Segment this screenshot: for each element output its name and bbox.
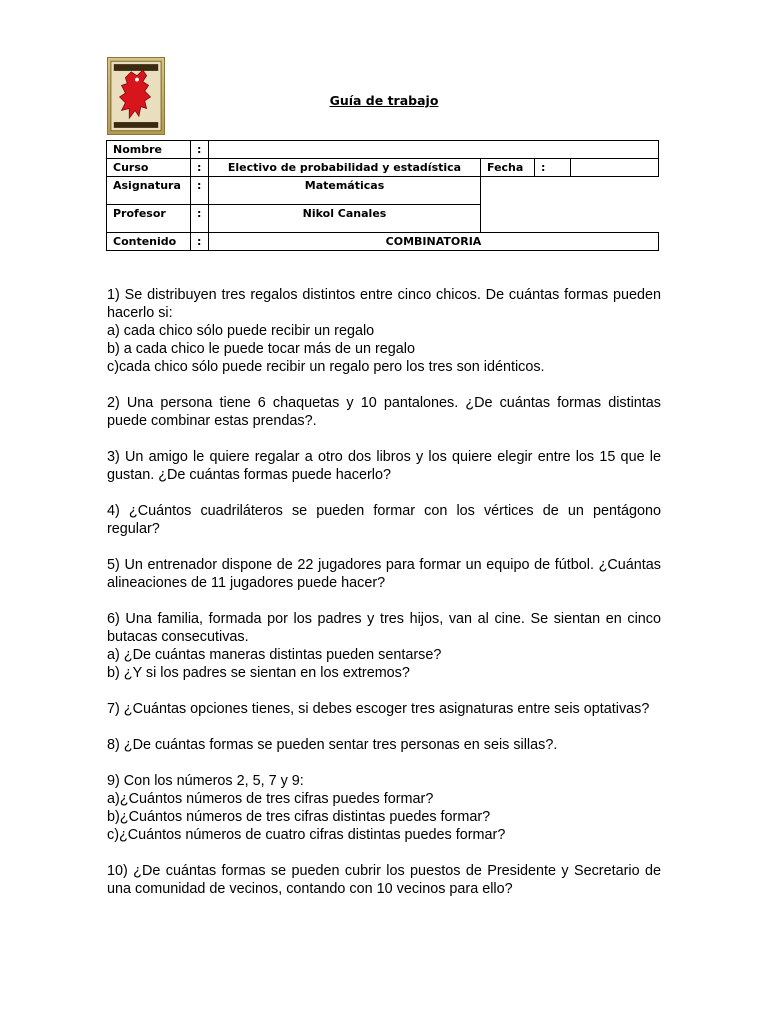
- asignatura-label: Asignatura: [107, 177, 191, 205]
- question-9-a: a)¿Cuántos números de tres cifras puedes formar?: [107, 791, 434, 807]
- contenido-row: [107, 233, 659, 251]
- question-9: [107, 772, 661, 844]
- fecha-label: Fecha: [481, 159, 535, 177]
- colon-separator: :: [535, 159, 571, 177]
- question-1-c: c)cada chico sólo puede recibir un regalo pero los tres son idénticos.: [107, 359, 545, 375]
- nombre-value-field[interactable]: [209, 141, 659, 159]
- curso-row: [107, 159, 659, 177]
- question-6-intro: 6) Una familia, formada por los padres y tres hijos, van al cine. Se sientan en cinco butacas consecutivas.: [107, 611, 661, 645]
- colon-separator: :: [191, 177, 209, 205]
- student-info-table: [106, 140, 659, 251]
- question-6-b: b) ¿Y si los padres se sientan en los extremos?: [107, 665, 410, 681]
- colon-separator: :: [191, 141, 209, 159]
- question-9-c: c)¿Cuántos números de cuatro cifras distintas puedes formar?: [107, 827, 506, 843]
- colon-separator: :: [191, 159, 209, 177]
- question-9-b: b)¿Cuántos números de tres cifras distintas puedes formar?: [107, 809, 491, 825]
- question-2: 2) Una persona tiene 6 chaquetas y 10 pantalones. ¿De cuántas formas distintas puede combinar estas prendas?.: [107, 395, 661, 429]
- question-6-a: a) ¿De cuántas maneras distintas pueden sentarse?: [107, 647, 442, 663]
- nombre-label: Nombre: [107, 141, 191, 159]
- question-3: 3) Un amigo le quiere regalar a otro dos libros y los quiere elegir entre los 15 que le gustan. ¿De cuántas formas puede hacerlo?: [107, 449, 661, 483]
- profesor-value: Nikol Canales: [209, 205, 481, 233]
- question-8: 8) ¿De cuántas formas se pueden sentar tres personas en seis sillas?.: [107, 737, 558, 753]
- question-1-b: b) a cada chico le puede tocar más de un regalo: [107, 341, 415, 357]
- contenido-value: COMBINATORIA: [209, 233, 659, 251]
- profesor-label: Profesor: [107, 205, 191, 233]
- colon-separator: :: [191, 205, 209, 233]
- empty-area: [481, 177, 659, 233]
- question-10: 10) ¿De cuántas formas se pueden cubrir los puestos de Presidente y Secretario de una comunidad de vecinos, contando con 10 vecinos para ello?: [107, 863, 661, 897]
- question-5: 5) Un entrenador dispone de 22 jugadores para formar un equipo de fútbol. ¿Cuántas alineaciones de 11 jugadores puede hacer?: [107, 557, 661, 591]
- exercise-list: [107, 286, 661, 916]
- question-1: [107, 286, 661, 376]
- question-6: [107, 610, 661, 682]
- curso-label: Curso: [107, 159, 191, 177]
- question-4: 4) ¿Cuántos cuadriláteros se pueden formar con los vértices de un pentágono regular?: [107, 503, 661, 537]
- question-1-a: a) cada chico sólo puede recibir un regalo: [107, 323, 375, 339]
- colon-separator: :: [191, 233, 209, 251]
- asignatura-value: Matemáticas: [209, 177, 481, 205]
- question-7: 7) ¿Cuántas opciones tienes, si debes escoger tres asignaturas entre seis optativas?: [107, 701, 650, 717]
- page-title: Guía de trabajo: [329, 93, 439, 108]
- nombre-row: [107, 141, 659, 159]
- question-9-intro: 9) Con los números 2, 5, 7 y 9:: [107, 773, 304, 789]
- question-1-intro: 1) Se distribuyen tres regalos distintos entre cinco chicos. De cuántas formas pueden hacerlo si:: [107, 287, 661, 321]
- curso-value: Electivo de probabilidad y estadística: [209, 159, 481, 177]
- fecha-value-field[interactable]: [571, 159, 659, 177]
- asignatura-row: [107, 177, 659, 205]
- contenido-label: Contenido: [107, 233, 191, 251]
